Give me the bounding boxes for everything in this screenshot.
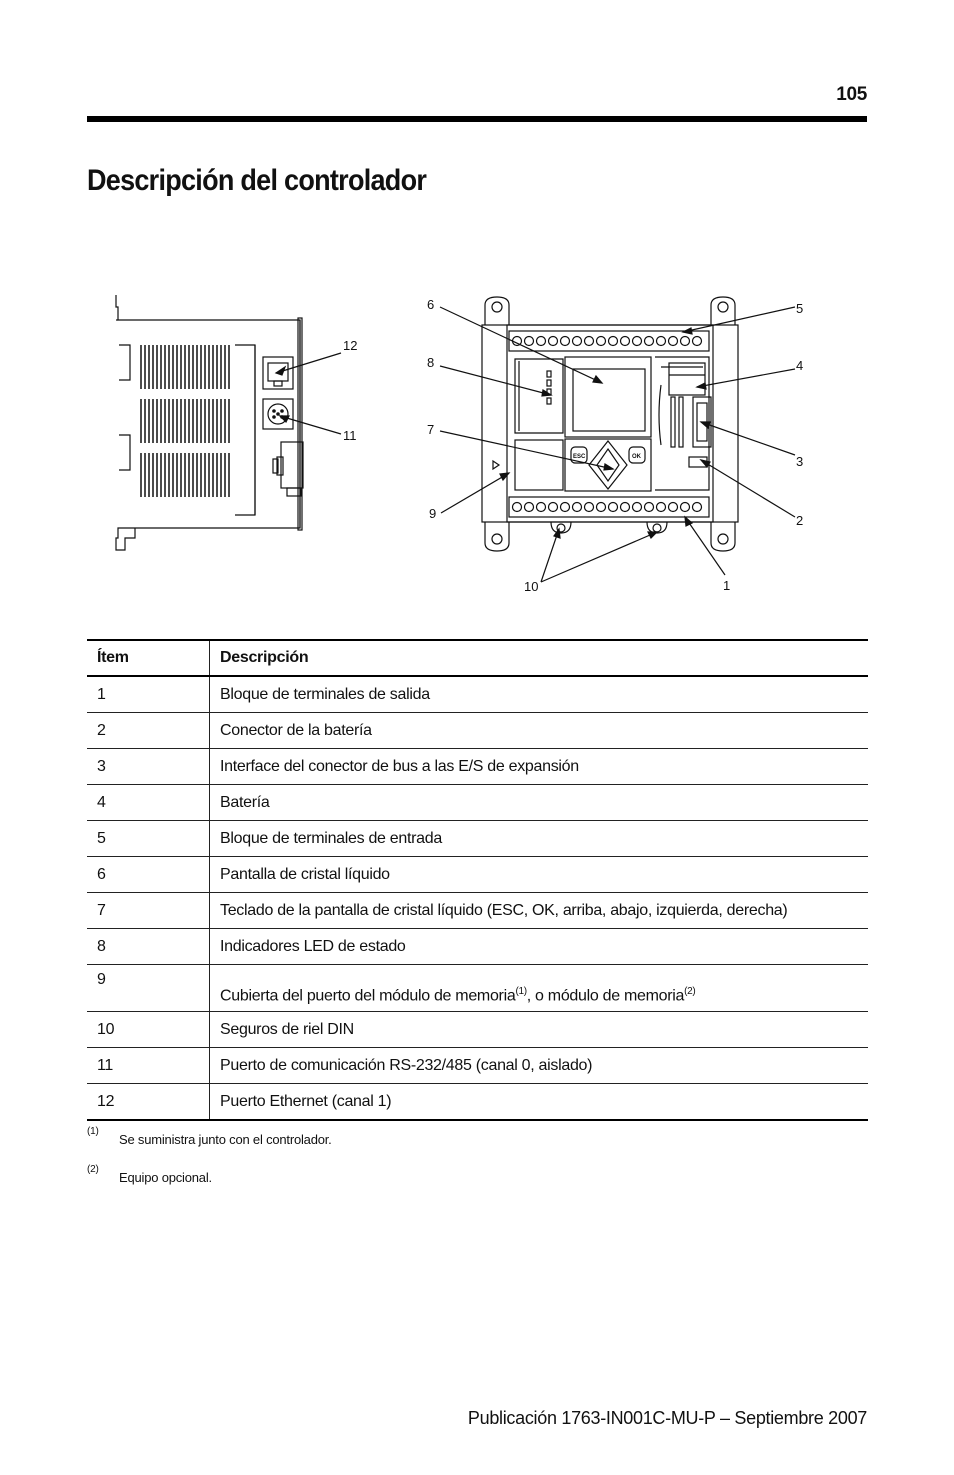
item-description: Puerto Ethernet (canal 1): [210, 1084, 869, 1121]
publication-footer: Publicación 1763-IN001C-MU-P – Septiembre 2007: [467, 1408, 867, 1428]
item-number: 3: [87, 749, 210, 785]
header-description: Descripción: [210, 640, 869, 676]
item-description: Pantalla de cristal líquido: [210, 857, 869, 893]
callout-6: 6: [427, 297, 435, 312]
table-header-row: [87, 640, 868, 676]
item-number: 9: [87, 965, 210, 1012]
item-number: 4: [87, 785, 210, 821]
item-number: 6: [87, 857, 210, 893]
leader-lines: [440, 307, 795, 582]
callout-4: 4: [796, 358, 804, 373]
item-number: 5: [87, 821, 210, 857]
items-table: [87, 639, 868, 1121]
item-description: Conector de la batería: [210, 713, 869, 749]
footnote-mark: (2): [87, 1164, 99, 1175]
item-number: 12: [87, 1084, 210, 1121]
item-number: 11: [87, 1048, 210, 1084]
item-description: Seguros de riel DIN: [210, 1012, 869, 1048]
item-description: Teclado de la pantalla de cristal líquido (ESC, OK, arriba, abajo, izquierda, derecha): [210, 893, 869, 929]
table-row: [87, 929, 868, 965]
controller-diagram: [105, 285, 835, 615]
item-number: 10: [87, 1012, 210, 1048]
item-description: Bloque de terminales de salida: [210, 676, 869, 713]
item-description: Indicadores LED de estado: [210, 929, 869, 965]
callout-12: 12: [343, 338, 358, 353]
top-rule: [87, 116, 867, 122]
table-row: [87, 749, 868, 785]
item-description: Puerto de comunicación RS-232/485 (canal 0, aislado): [210, 1048, 869, 1084]
item-description: [210, 965, 869, 1012]
callout-3: 3: [796, 454, 804, 469]
description-text: Cubierta del puerto del módulo de memoria: [220, 987, 516, 1004]
item-description: Bloque de terminales de entrada: [210, 821, 869, 857]
table-row: [87, 893, 868, 929]
page-title: Descripción del controlador: [87, 164, 427, 197]
footnote-text: Equipo opcional.: [119, 1170, 212, 1185]
table-row: [87, 1012, 868, 1048]
callout-8: 8: [427, 355, 435, 370]
side-view: [116, 295, 341, 550]
callout-7: 7: [427, 422, 435, 437]
callout-5: 5: [796, 301, 804, 316]
table-row: [87, 821, 868, 857]
table-row: [87, 1084, 868, 1121]
callout-11: 11: [343, 428, 357, 443]
callout-2: 2: [796, 513, 804, 528]
table-row: [87, 965, 868, 1012]
footnote-ref: (2): [684, 985, 696, 997]
table-row: [87, 857, 868, 893]
front-view: [482, 297, 738, 551]
table-row: [87, 676, 868, 713]
item-description: Interface del conector de bus a las E/S de expansión: [210, 749, 869, 785]
item-number: 2: [87, 713, 210, 749]
footnote-text: Se suministra junto con el controlador.: [119, 1132, 332, 1147]
ok-key-label: OK: [632, 454, 641, 460]
table-row: [87, 1048, 868, 1084]
item-number: 7: [87, 893, 210, 929]
esc-key-label: ESC: [573, 454, 586, 460]
item-number: 8: [87, 929, 210, 965]
footnote-mark: (1): [87, 1126, 99, 1137]
callout-1: 1: [723, 578, 731, 593]
page-number: 105: [836, 84, 867, 105]
callout-10: 10: [524, 579, 539, 594]
item-description: Batería: [210, 785, 869, 821]
description-text: , o módulo de memoria: [526, 987, 685, 1004]
footnote-ref: (1): [515, 985, 527, 997]
table-row: [87, 713, 868, 749]
callout-9: 9: [429, 506, 437, 521]
header-item: Ítem: [87, 640, 210, 676]
item-number: 1: [87, 676, 210, 713]
table-row: [87, 785, 868, 821]
